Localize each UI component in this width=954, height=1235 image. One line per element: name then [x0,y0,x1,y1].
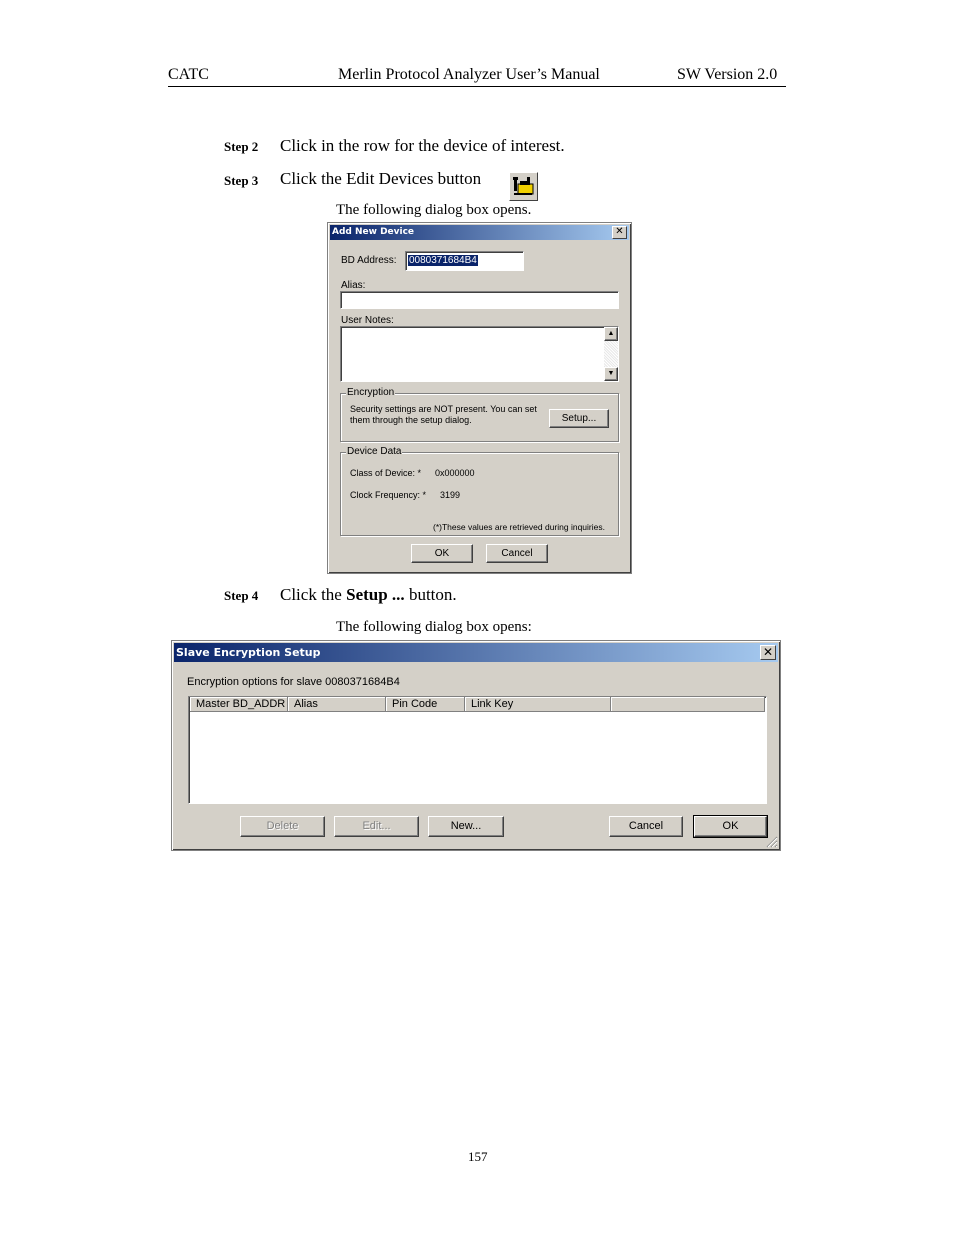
step-4-text-after: button. [404,585,457,604]
delete-button[interactable]: Delete [240,816,325,837]
encryption-text-1: Security settings are NOT present. You can set [350,404,537,414]
scroll-down-icon[interactable]: ▼ [604,367,618,381]
header-rule [168,86,786,87]
slave-dialog-title: Slave Encryption Setup [176,646,321,659]
encryption-group-label: Encryption [347,387,395,398]
device-data-footnote: (*)These values are retrieved during inquiries. [433,522,605,532]
encryption-text-2: them through the setup dialog. [350,415,472,425]
setup-button[interactable]: Setup... [549,409,609,428]
column-header-pin-code[interactable]: Pin Code [386,697,465,712]
column-header-alias[interactable]: Alias [288,697,386,712]
scroll-up-icon[interactable]: ▲ [604,327,618,341]
edit-button[interactable]: Edit... [334,816,419,837]
column-header-link-key[interactable]: Link Key [465,697,611,712]
add-device-title: Add New Device [332,227,415,237]
slave-ok-button[interactable]: OK [694,816,767,837]
class-of-device-value: 0x000000 [435,468,475,478]
resize-grip-icon[interactable] [766,836,778,848]
caption-add-device: The following dialog box opens. [336,202,532,218]
cancel-button[interactable]: Cancel [486,544,548,563]
column-header-master-bd-addr[interactable]: Master BD_ADDR [190,697,288,712]
master-list-table[interactable] [188,696,767,804]
slave-description: Encryption options for slave 0080371684B4 [187,676,400,688]
header-left: CATC [168,66,209,83]
step-4-label: Step 4 [224,588,259,603]
bd-address-value: 0080371684B4 [409,255,477,266]
step-2-label: Step 2 [224,139,259,154]
ok-button[interactable]: OK [411,544,473,563]
user-notes-field[interactable] [340,326,619,382]
alias-label: Alias: [341,280,366,291]
page-number: 157 [468,1149,488,1164]
step-2-text: Click in the row for the device of interest. [280,136,565,155]
close-icon[interactable]: ✕ [760,645,776,660]
close-icon[interactable]: ✕ [612,226,627,239]
clock-frequency-value: 3199 [440,490,461,500]
new-button[interactable]: New... [428,816,504,837]
edit-devices-icon[interactable] [509,172,538,201]
clock-frequency-label: Clock Frequency: * [350,490,427,500]
add-device-titlebar[interactable] [330,225,629,240]
header-title: Merlin Protocol Analyzer User’s Manual [338,66,600,83]
alias-field[interactable] [340,291,619,309]
step-3-text: Click the Edit Devices button [280,169,482,188]
user-notes-label: User Notes: [341,315,394,326]
column-header-extra[interactable] [611,697,765,712]
slave-cancel-button[interactable]: Cancel [609,816,683,837]
slave-encryption-dialog [171,640,781,851]
header-version: SW Version 2.0 [677,66,778,83]
step-4-text-bold: Setup ... [346,585,405,604]
bd-address-label: BD Address: [341,255,397,266]
step-4-text [280,585,457,605]
notes-scrollbar[interactable] [604,327,618,381]
device-data-group-label: Device Data [347,446,402,457]
add-device-dialog [327,222,632,574]
caption-slave-dialog: The following dialog box opens: [336,619,532,635]
step-3-label: Step 3 [224,173,259,188]
slave-dialog-titlebar[interactable] [174,643,778,662]
step-4-text-before: Click the [280,585,347,604]
class-of-device-label: Class of Device: * [350,468,422,478]
bd-address-field[interactable] [405,251,524,271]
